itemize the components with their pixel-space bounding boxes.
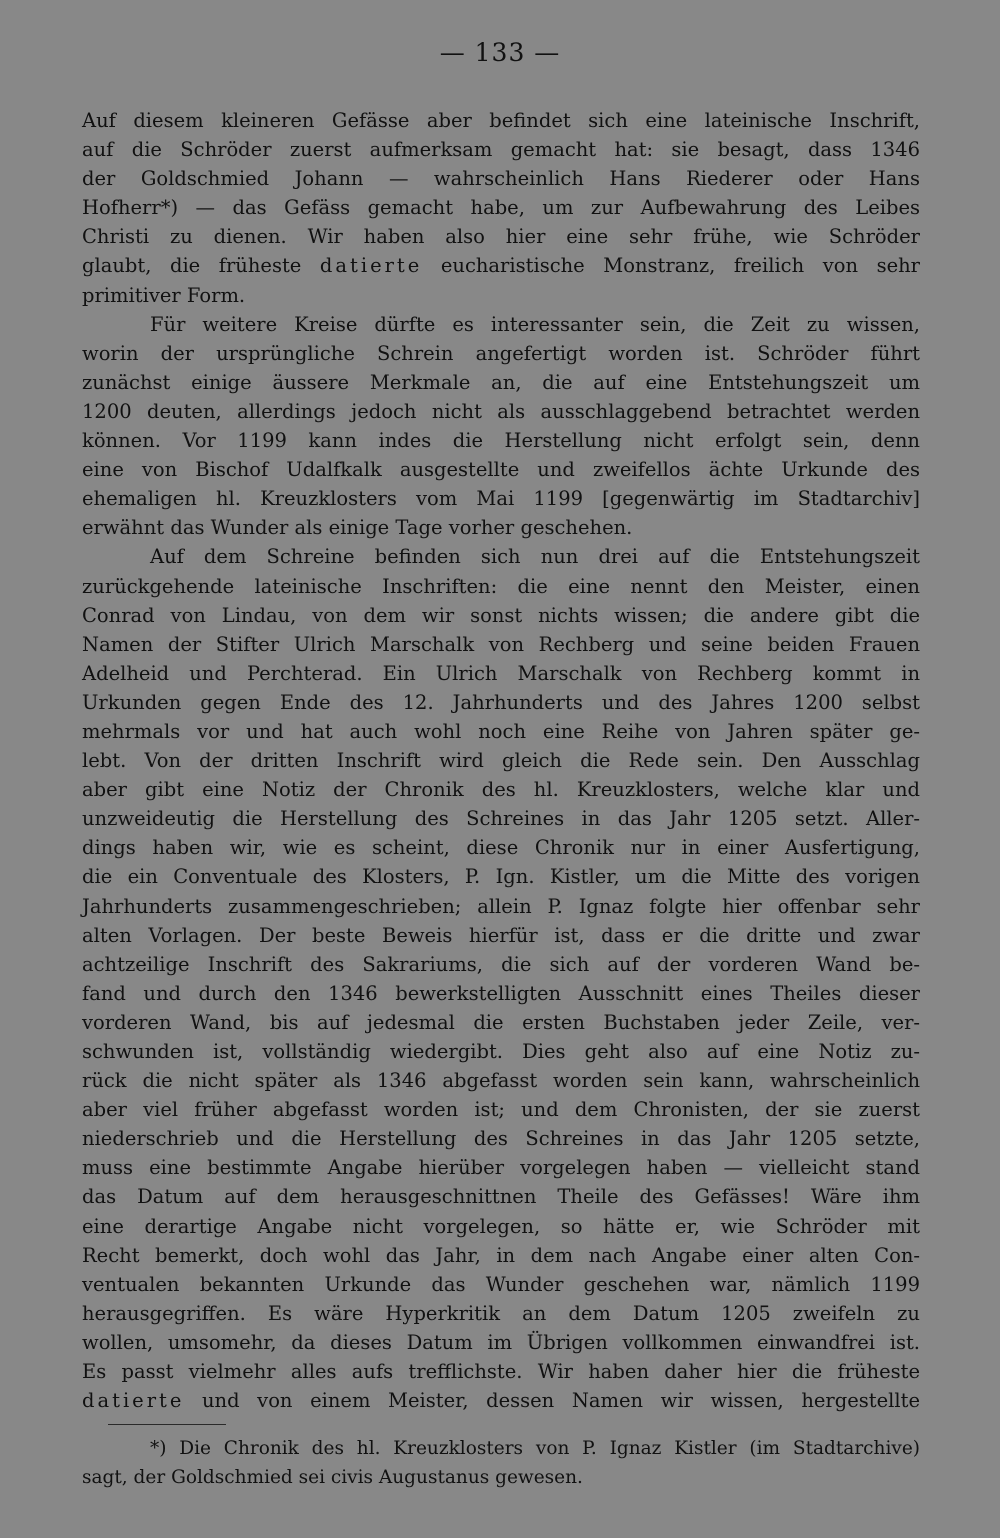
text-line: unzweideutig die Herstellung des Schreines in das Jahr 1205 setzt. Aller-	[82, 807, 920, 831]
text-line: lebt. Von der dritten Inschrift wird gleich die Rede sein. Den Ausschlag	[82, 749, 920, 773]
text-line-with-emphasis	[82, 251, 920, 280]
text-line: dings haben wir, wie es scheint, diese Chronik nur in einer Ausfertigung,	[82, 836, 920, 860]
spaced-emphasis: datierte	[319, 254, 423, 278]
text-line: Jahrhunderts zusammengeschrieben; allein P. Ignaz folgte hier offenbar sehr	[82, 894, 920, 918]
text-segment: eucharistische Monstranz, freilich von sehr	[422, 254, 920, 278]
text-line: aber viel früher abgefasst worden ist; und dem Chronisten, der sie zuerst	[82, 1098, 920, 1122]
paragraph	[82, 310, 920, 543]
text-line: wollen, umsomehr, da dieses Datum im Übrigen vollkommen einwandfrei ist.	[82, 1330, 920, 1354]
text-line: aber gibt eine Notiz der Chronik des hl. Kreuzklosters, welche klar und	[82, 778, 920, 802]
text-line: Urkunden gegen Ende des 12. Jahrhunderts und des Jahres 1200 selbst	[82, 690, 920, 714]
text-line: Conrad von Lindau, von dem wir sonst nichts wissen; die andere gibt die	[82, 603, 920, 627]
text-line: herausgegriffen. Es wäre Hyperkritik an dem Datum 1205 zweifeln zu	[82, 1301, 920, 1325]
text-line: Auf diesem kleineren Gefässe aber befindet sich eine lateinische Inschrift,	[82, 109, 920, 132]
text-line: worin der ursprüngliche Schrein angefertigt worden ist. Schröder führt	[82, 341, 920, 365]
text-line: Adelheid und Perchterad. Ein Ulrich Marschalk von Rechberg kommt in	[82, 661, 920, 685]
text-line: achtzeilige Inschrift des Sakrariums, die sich auf der vorderen Wand be-	[82, 952, 920, 976]
text-line: erwähnt das Wunder als einige Tage vorher geschehen.	[82, 516, 633, 540]
text-line: fand und durch den 1346 bewerkstelligten Ausschnitt eines Theiles dieser	[82, 981, 920, 1005]
footnotes	[82, 1434, 920, 1492]
page-number-header: — 133 —	[439, 38, 561, 67]
text-line: der Goldschmied Johann — wahrscheinlich Hans Riederer oder Hans	[82, 167, 920, 191]
text-line: schwunden ist, vollständig wiedergibt. Dies geht also auf eine Notiz zu-	[82, 1040, 920, 1063]
text-line: Hofherr*) — das Gefäss gemacht habe, um zur Aufbewahrung des Leibes	[82, 196, 920, 220]
text-line: Für weitere Kreise dürfte es interessanter sein, die Zeit zu wissen,	[150, 312, 920, 336]
footnote-line: sagt, der Goldschmied sei civis Augustanus gewesen.	[82, 1467, 583, 1488]
text-line: ventualen bekannten Urkunde das Wunder geschehen war, nämlich 1199	[82, 1272, 920, 1296]
text-line: muss eine bestimmte Angabe hierüber vorgelegen haben — vielleicht stand	[82, 1156, 920, 1180]
text-line: Christi zu dienen. Wir haben also hier eine sehr frühe, wie Schröder	[82, 225, 920, 249]
text-line: eine derartige Angabe nicht vorgelegen, so hätte er, wie Schröder mit	[82, 1214, 920, 1238]
text-line-with-emphasis	[82, 1386, 920, 1415]
text-line: das Datum auf dem herausgeschnittnen Theile des Gefässes! Wäre ihm	[82, 1185, 920, 1209]
text-line: rück die nicht später als 1346 abgefasst worden sein kann, wahrscheinlich	[82, 1069, 920, 1093]
text-line: mehrmals vor und hat auch wohl noch eine Reihe von Jahren später ge-	[82, 719, 920, 743]
text-line: eine von Bischof Udalfkalk ausgestellte und zweifellos ächte Urkunde des	[82, 458, 920, 482]
text-line: Recht bemerkt, doch wohl das Jahr, in dem nach Angabe einer alten Con-	[82, 1243, 920, 1267]
text-segment: und von einem Meister, dessen Namen wir wissen, hergestellte	[184, 1389, 920, 1413]
text-line: Es passt vielmehr alles aufs trefflichste. Wir haben daher hier die früheste	[82, 1360, 920, 1384]
paragraph	[82, 106, 920, 310]
text-line: auf die Schröder zuerst aufmerksam gemacht hat: sie besagt, dass 1346	[82, 138, 920, 162]
text-line: niederschrieb und die Herstellung des Schreines in das Jahr 1205 setzte,	[82, 1127, 920, 1151]
text-line: Namen der Stifter Ulrich Marschalk von Rechberg und seine beiden Frauen	[82, 632, 920, 656]
text-segment: glaubt, die früheste	[82, 254, 320, 278]
text-line: zurückgehende lateinische Inschriften: die eine nennt den Meister, einen	[82, 574, 920, 598]
body-text	[82, 106, 920, 1415]
footnote-line: *) Die Chronik des hl. Kreuzklosters von P. Ignaz Kistler (im Stadtarchive)	[150, 1438, 920, 1459]
text-line: zunächst einige äussere Merkmale an, die auf eine Entstehungszeit um	[82, 370, 920, 394]
text-line: 1200 deuten, allerdings jedoch nicht als ausschlaggebend betrachtet werden	[82, 399, 920, 423]
text-line: primitiver Form.	[82, 283, 246, 307]
spaced-emphasis: datierte	[82, 1389, 185, 1413]
text-line: alten Vorlagen. Der beste Beweis hierfür ist, dass er die dritte und zwar	[82, 923, 920, 947]
text-line: vorderen Wand, bis auf jedesmal die ersten Buchstaben jeder Zeile, ver-	[82, 1010, 920, 1034]
text-line: ehemaligen hl. Kreuzklosters vom Mai 1199 [gegenwärtig im Stadtarchiv]	[82, 487, 920, 511]
footnote-divider	[108, 1424, 226, 1425]
text-line: die ein Conventuale des Klosters, P. Ign. Kistler, um die Mitte des vorigen	[82, 865, 920, 889]
text-line: Auf dem Schreine befinden sich nun drei auf die Entstehungszeit	[150, 545, 920, 569]
paragraph	[82, 542, 920, 1415]
text-line: können. Vor 1199 kann indes die Herstellung nicht erfolgt sein, denn	[82, 429, 920, 453]
